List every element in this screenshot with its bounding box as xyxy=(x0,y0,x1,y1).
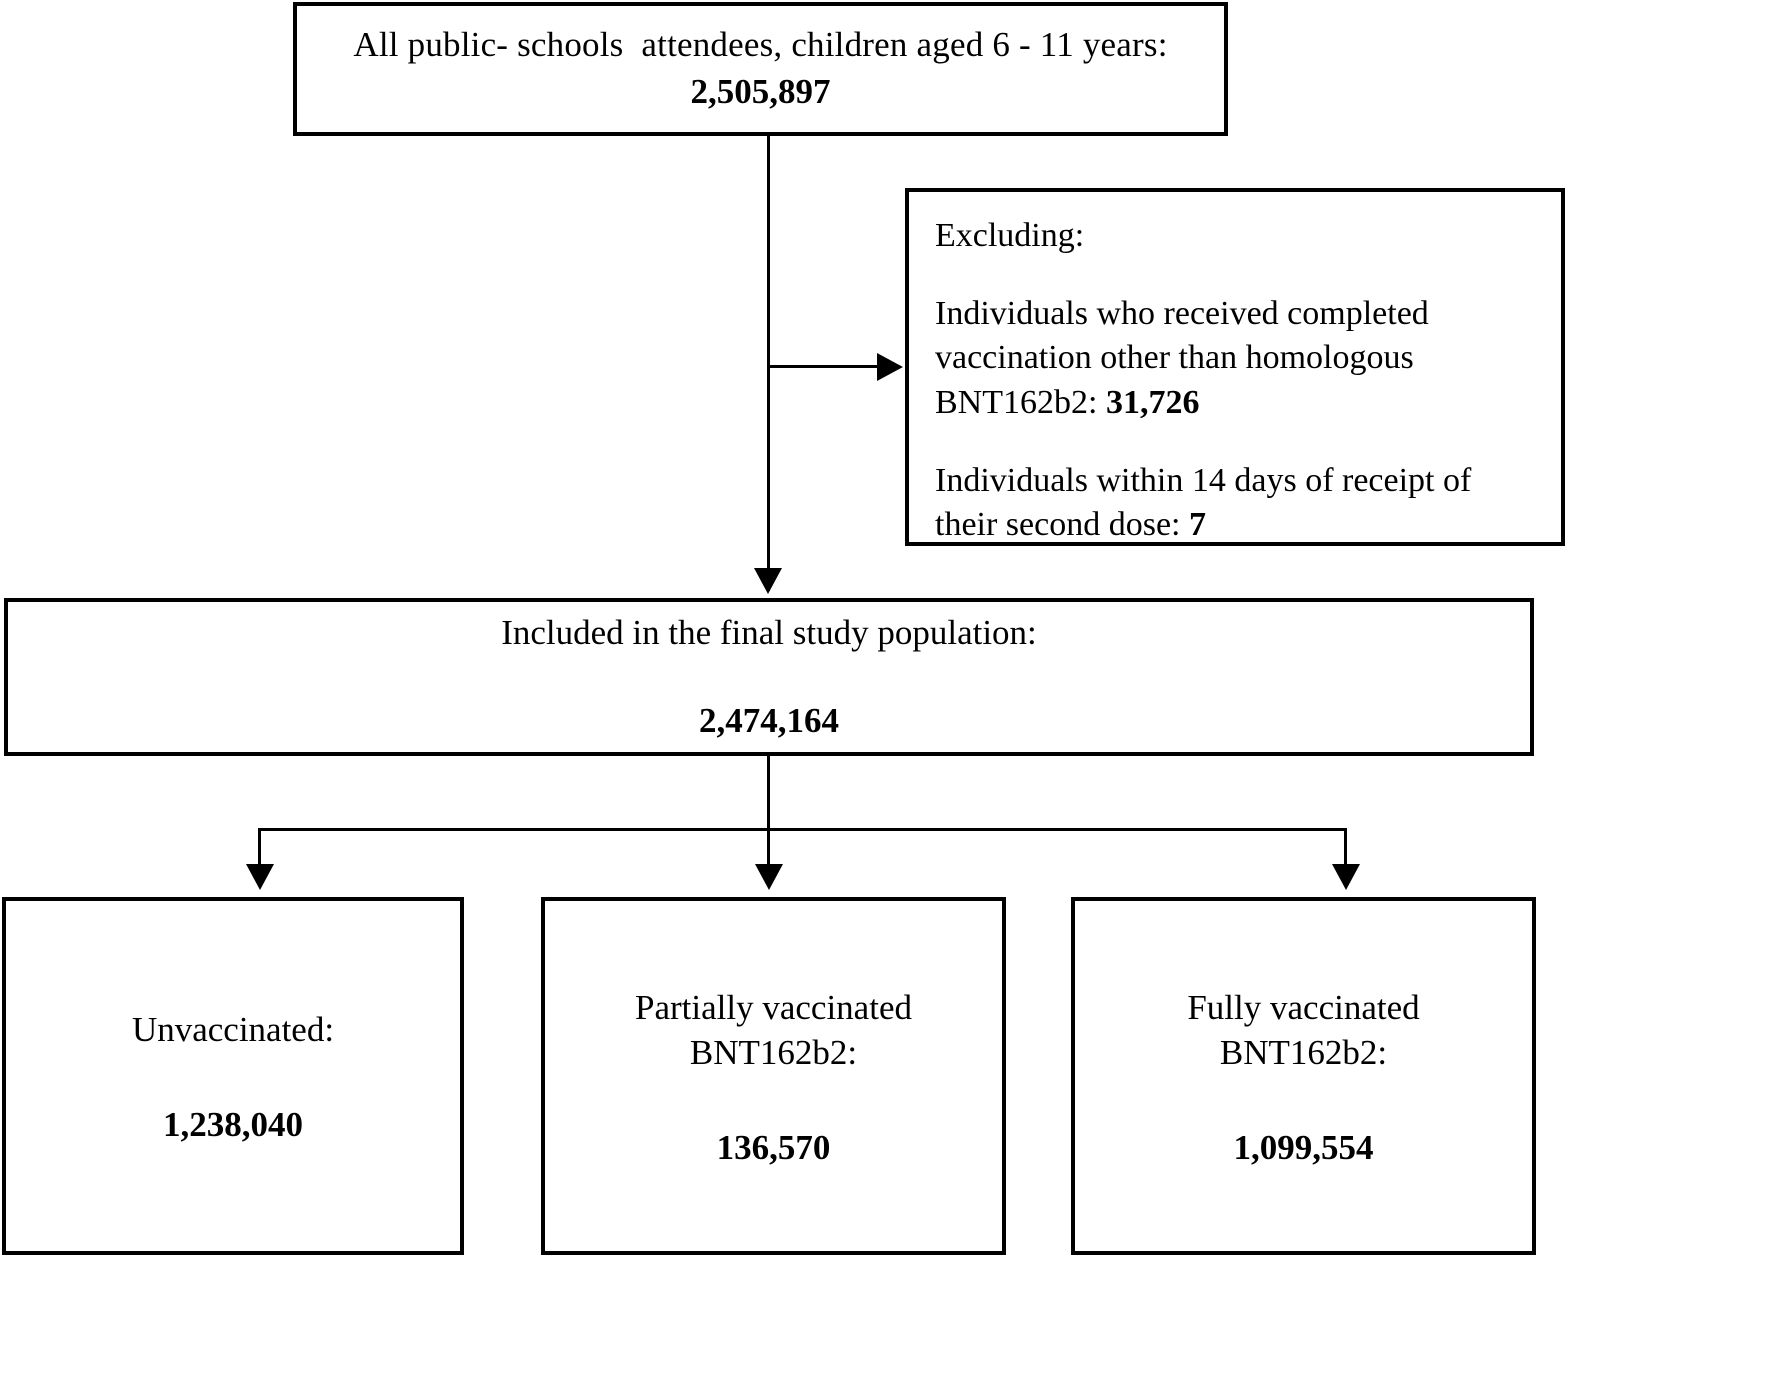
included-population-label: Included in the final study population: xyxy=(501,613,1037,652)
exclusion-reason-2-count: 7 xyxy=(1189,505,1206,543)
fully-vaccinated-count: 1,099,554 xyxy=(1233,1127,1374,1167)
exclusion-reason-2-text: Individuals within 14 days of receipt of their second dose: xyxy=(935,461,1472,543)
connector-split-horizontal xyxy=(258,828,1347,831)
arrowhead-to-unvaccinated-box xyxy=(246,864,274,890)
partially-vaccinated-box xyxy=(541,897,1006,1255)
partially-vaccinated-count: 136,570 xyxy=(716,1127,831,1167)
unvaccinated-label: Unvaccinated: xyxy=(131,1010,335,1050)
exclusion-reason-1-count: 31,726 xyxy=(1105,383,1200,421)
arrowhead-to-exclusion-box xyxy=(877,353,903,381)
connector-main-vertical xyxy=(767,136,770,591)
fully-vaccinated-label: Fully vaccinated xyxy=(1187,987,1420,1027)
arrowhead-to-partially-vaccinated-box xyxy=(755,864,783,890)
top-population-count: 2,505,897 xyxy=(690,72,831,111)
fully-vaccinated-label-line2: BNT162b2: xyxy=(1219,1033,1388,1072)
top-population-label: All public- schools attendees, children aged 6 - 11 years: xyxy=(353,25,1168,65)
fully-vaccinated-box xyxy=(1071,897,1536,1255)
exclusion-box xyxy=(905,188,1565,546)
partially-vaccinated-label-line2: BNT162b2: xyxy=(689,1033,858,1072)
partially-vaccinated-label: Partially vaccinated xyxy=(635,987,912,1027)
arrowhead-to-included-box xyxy=(754,568,782,594)
included-population-box xyxy=(4,598,1534,756)
exclusion-reason-1 xyxy=(935,292,1535,425)
top-population-box xyxy=(293,2,1228,136)
exclusion-reason-2 xyxy=(935,459,1535,547)
included-population-count: 2,474,164 xyxy=(699,701,839,740)
arrowhead-to-fully-vaccinated-box xyxy=(1332,864,1360,890)
connector-split-stem xyxy=(767,756,770,830)
connector-to-exclusion xyxy=(767,365,879,368)
exclusion-heading: Excluding: xyxy=(935,217,1085,254)
exclusion-reason-1-text: Individuals who received completed vaccination other than homologous BNT162b2: xyxy=(935,295,1429,421)
unvaccinated-count: 1,238,040 xyxy=(163,1104,303,1144)
unvaccinated-box xyxy=(2,897,464,1255)
